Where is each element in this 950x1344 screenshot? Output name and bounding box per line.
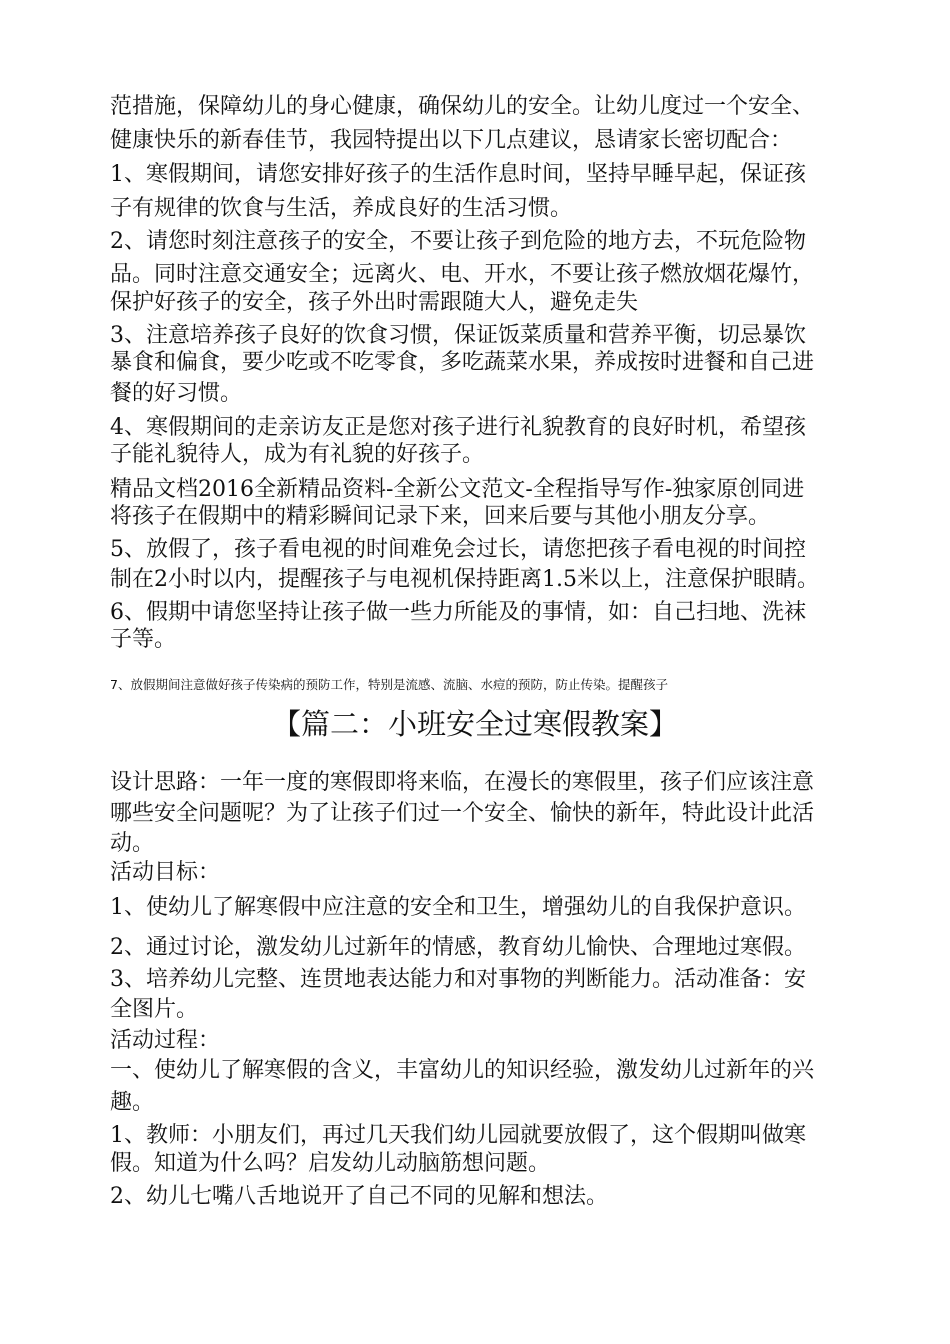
paragraph-line: 一、使幼儿了解寒假的含义，丰富幼儿的知识经验，激发幼儿过新年的兴 — [110, 1058, 815, 1083]
paragraph-line: 动。 — [110, 831, 155, 856]
paragraph-line: 活动过程： — [110, 1028, 221, 1053]
paragraph-line: 精品文档2016全新精品资料-全新公文范文-全程指导写作-独家原创同进 — [110, 477, 805, 502]
paragraph-line: 将孩子在假期中的精彩瞬间记录下来，回来后要与其他小朋友分享。 — [110, 504, 771, 529]
paragraph-line: 6、假期中请您坚持让孩子做一些力所能及的事情，如：自己扫地、洗袜 — [110, 600, 806, 625]
paragraph-line: 5、放假了，孩子看电视的时间难免会过长，请您把孩子看电视的时间控 — [110, 537, 806, 562]
paragraph-line: 设计思路：一年一度的寒假即将来临，在漫长的寒假里，孩子们应该注意 — [110, 770, 815, 795]
paragraph-line: 子有规律的饮食与生活，养成良好的生活习惯。 — [110, 196, 573, 221]
paragraph-line: 哪些安全问题呢？为了让孩子们过一个安全、愉快的新年，特此设计此活 — [110, 801, 815, 826]
paragraph-line: 保护好孩子的安全，孩子外出时需跟随大人，避免走失 — [110, 290, 639, 315]
paragraph-line: 子能礼貌待人，成为有礼貌的好孩子。 — [110, 442, 485, 467]
paragraph-line: 子等。 — [110, 627, 177, 652]
paragraph-line: 餐的好习惯。 — [110, 381, 243, 406]
paragraph-line: 范措施，保障幼儿的身心健康，确保幼儿的安全。让幼儿度过一个安全、 — [110, 94, 815, 119]
paragraph-line: 假。知道为什么吗？启发幼儿动脑筋想问题。 — [110, 1151, 551, 1176]
paragraph-line: 1、使幼儿了解寒假中应注意的安全和卫生，增强幼儿的自我保护意识。 — [110, 895, 806, 920]
paragraph-line: 健康快乐的新春佳节，我园特提出以下几点建议，恳请家长密切配合： — [110, 128, 793, 153]
paragraph-line: 3、注意培养孩子良好的饮食习惯，保证饭菜质量和营养平衡，切忌暴饮 — [110, 323, 806, 348]
paragraph-line: 1、寒假期间，请您安排好孩子的生活作息时间，坚持早睡早起，保证孩 — [110, 162, 806, 187]
paragraph-line: 活动目标： — [110, 860, 221, 885]
paragraph-line: 2、请您时刻注意孩子的安全，不要让孩子到危险的地方去，不玩危险物 — [110, 229, 806, 254]
paragraph-line: 4、寒假期间的走亲访友正是您对孩子进行礼貌教育的良好时机，希望孩 — [110, 415, 806, 440]
section-heading: 【篇二：小班安全过寒假教案】 — [271, 707, 678, 741]
paragraph-line: 品。同时注意交通安全；远离火、电、开水，不要让孩子燃放烟花爆竹， — [110, 262, 815, 287]
paragraph-line: 制在2小时以内，提醒孩子与电视机保持距离1.5米以上，注意保护眼睛。 — [110, 567, 819, 592]
small-note-line: 7、放假期间注意做好孩子传染病的预防工作，特别是流感、流脑、水痘的预防，防止传染。提醒孩子 — [110, 677, 668, 692]
paragraph-line: 1、教师：小朋友们，再过几天我们幼儿园就要放假了，这个假期叫做寒 — [110, 1123, 806, 1148]
paragraph-line: 趣。 — [110, 1090, 155, 1115]
paragraph-line: 全图片。 — [110, 997, 199, 1022]
paragraph-line: 暴食和偏食，要少吃或不吃零食，多吃蔬菜水果，养成按时进餐和自己进 — [110, 350, 815, 375]
paragraph-line: 2、通过讨论，激发幼儿过新年的情感，教育幼儿愉快、合理地过寒假。 — [110, 935, 806, 960]
paragraph-line: 3、培养幼儿完整、连贯地表达能力和对事物的判断能力。活动准备：安 — [110, 967, 806, 992]
paragraph-line: 2、幼儿七嘴八舌地说开了自己不同的见解和想法。 — [110, 1184, 608, 1209]
